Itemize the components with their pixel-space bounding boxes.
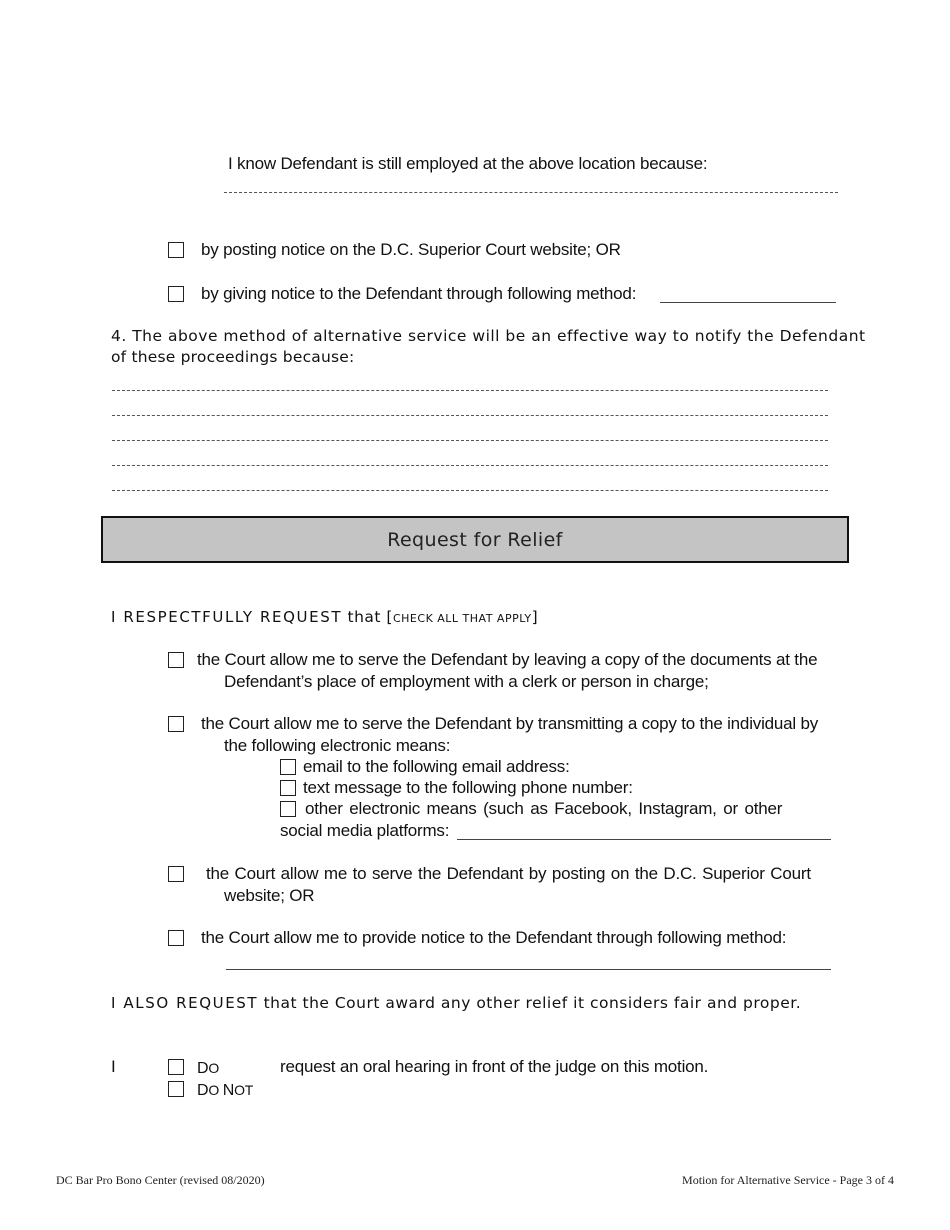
hearing-do-label: DO: [197, 1060, 220, 1077]
request-that: that [: [342, 608, 393, 626]
email-checkbox[interactable]: [280, 759, 296, 775]
also-request-lead: I ALSO REQUEST: [111, 994, 259, 1012]
relief-electronic-line1: the Court allow me to serve the Defendant by transmitting a copy to the individual by: [201, 714, 819, 733]
item4-line1: 4. The above method of alternative service will be an effective way to notify the Defendant: [111, 327, 866, 345]
hearing-do-checkbox[interactable]: [168, 1059, 184, 1075]
reason-line-5[interactable]: [112, 490, 828, 491]
notice-method-line[interactable]: [660, 302, 836, 303]
hearing-i: I: [111, 1057, 116, 1076]
notice-method-label: by giving notice to the Defendant through following method:: [201, 284, 637, 303]
reason-line-3[interactable]: [112, 440, 828, 441]
reason-line-1[interactable]: [112, 390, 828, 391]
social-media-line[interactable]: [457, 839, 831, 840]
reason-line-2[interactable]: [112, 415, 828, 416]
posting-website-checkbox[interactable]: [168, 242, 184, 258]
hearing-do-not-label: DO NOT: [197, 1082, 254, 1099]
request-lead: I RESPECTFULLY REQUEST: [111, 608, 343, 626]
relief-employment-checkbox[interactable]: [168, 652, 184, 668]
relief-website-checkbox[interactable]: [168, 866, 184, 882]
footer-right: Motion for Alternative Service - Page 3 of 4: [682, 1173, 894, 1187]
item4-line2: of these proceedings because:: [111, 348, 355, 366]
relief-website-line2: website; OR: [224, 886, 315, 905]
other-electronic-checkbox[interactable]: [280, 801, 296, 817]
relief-employment-line1: the Court allow me to serve the Defendant by leaving a copy of the documents at the: [197, 650, 818, 669]
also-request: [111, 992, 801, 1014]
notice-method-checkbox[interactable]: [168, 286, 184, 302]
hearing-do-not-checkbox[interactable]: [168, 1081, 184, 1097]
text-message-label: text message to the following phone number:: [303, 778, 633, 797]
section-header-title: Request for Relief: [387, 528, 563, 551]
hearing-text: request an oral hearing in front of the judge on this motion.: [280, 1057, 709, 1076]
relief-website-line1: the Court allow me to serve the Defendant by posting on the D.C. Superior Court: [206, 864, 811, 883]
request-check-all: CHECK ALL THAT APPLY: [392, 612, 532, 625]
reason-line-4[interactable]: [112, 465, 828, 466]
posting-website-label: by posting notice on the D.C. Superior Court website; OR: [201, 240, 621, 259]
text-message-checkbox[interactable]: [280, 780, 296, 796]
relief-method-checkbox[interactable]: [168, 930, 184, 946]
relief-method-line[interactable]: [226, 969, 831, 970]
also-request-rest: that the Court award any other relief it considers fair and proper.: [258, 994, 802, 1012]
employment-reason-line[interactable]: [224, 192, 838, 193]
request-close: ]: [531, 608, 539, 626]
request-intro: [111, 606, 538, 629]
relief-electronic-checkbox[interactable]: [168, 716, 184, 732]
relief-employment-line2: Defendant’s place of employment with a clerk or person in charge;: [224, 672, 709, 691]
other-electronic-line1: other electronic means (such as Facebook, Instagram, or other: [305, 799, 783, 818]
relief-method-label: the Court allow me to provide notice to the Defendant through following method:: [201, 928, 787, 947]
employment-reason-label: I know Defendant is still employed at the above location because:: [228, 154, 708, 173]
footer-left: DC Bar Pro Bono Center (revised 08/2020): [56, 1173, 265, 1187]
email-label: email to the following email address:: [303, 757, 570, 776]
other-electronic-line2: social media platforms:: [280, 821, 450, 840]
relief-electronic-line2: the following electronic means:: [224, 736, 451, 755]
section-header-request-for-relief: [101, 516, 849, 563]
